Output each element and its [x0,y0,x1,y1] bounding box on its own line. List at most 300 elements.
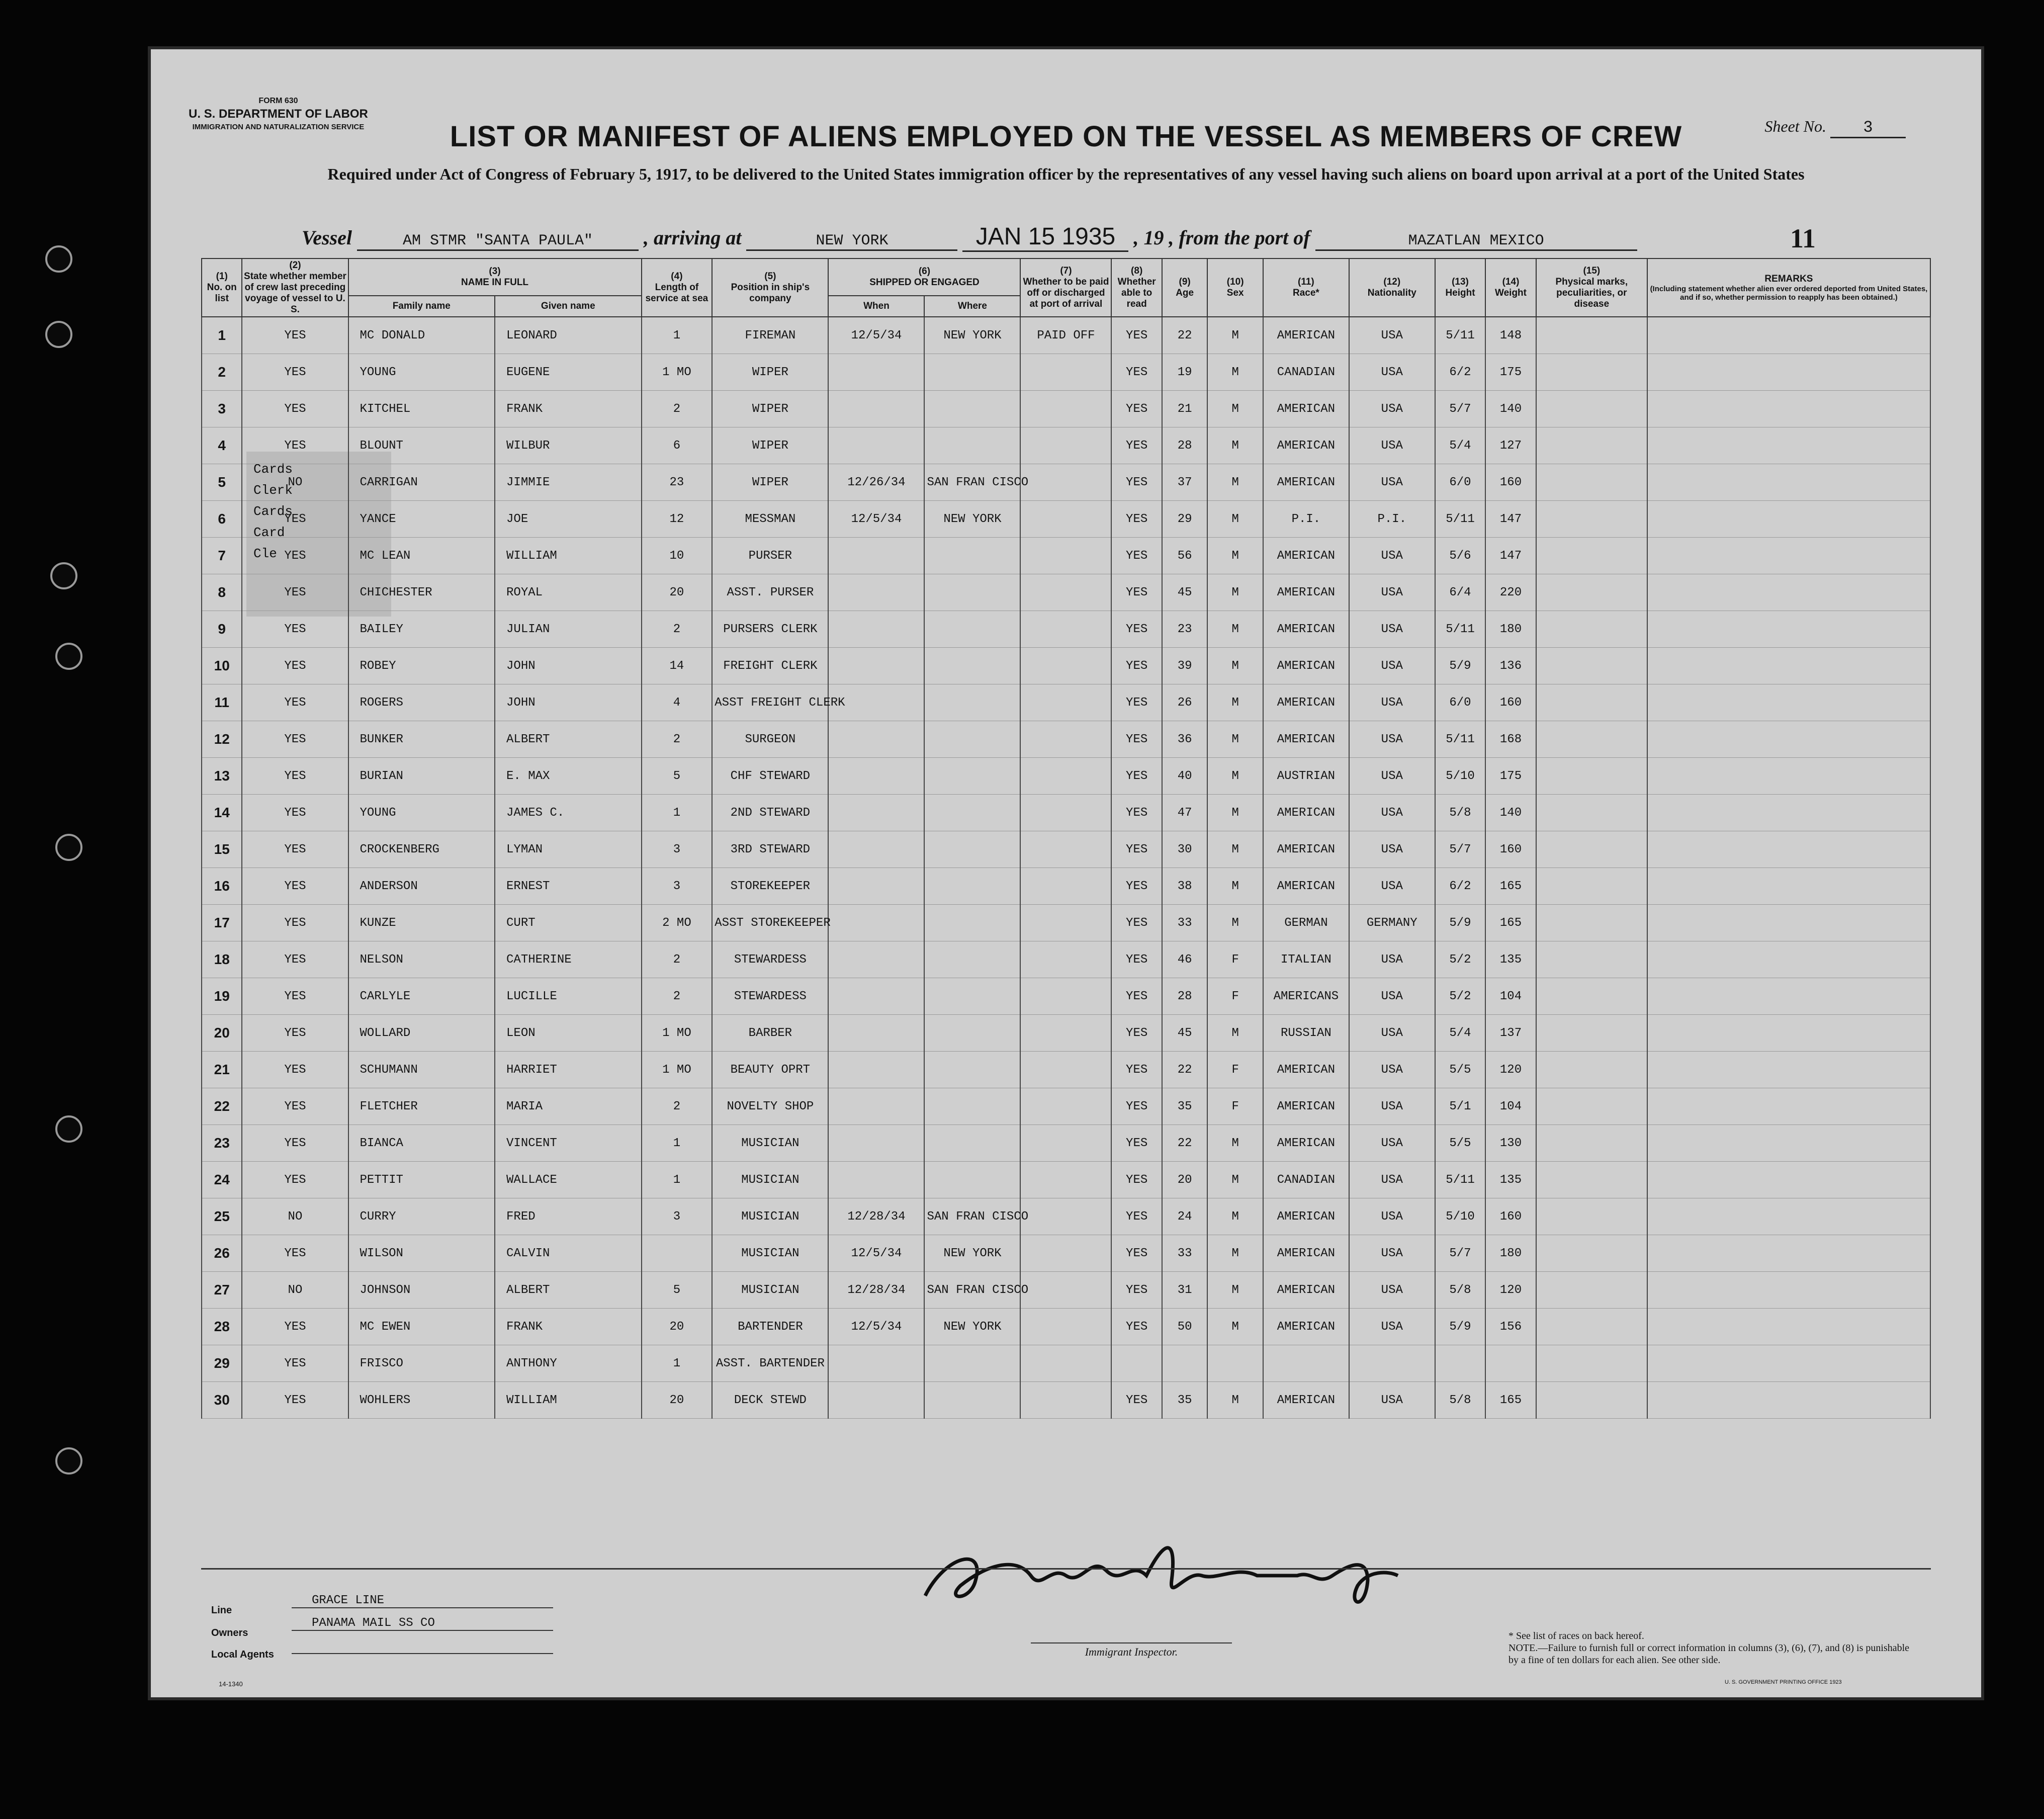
shipped-where-cell: SAN FRAN CISCO [924,464,1020,501]
previous-voyage-cell: YES [242,795,348,831]
shipped-when-cell: 12/5/34 [828,317,924,354]
race-cell: AMERICAN [1263,611,1349,648]
race-cell: ITALIAN [1263,941,1349,978]
physical-marks-cell [1536,721,1647,758]
shipped-where-cell [924,905,1020,941]
physical-marks-cell [1536,501,1647,538]
family-name-cell: WOHLERS [348,1382,495,1419]
weight-cell: 127 [1485,427,1536,464]
race-cell: AMERICANS [1263,978,1349,1015]
shipped-where-cell [924,574,1020,611]
race-cell: AMERICAN [1263,391,1349,427]
height-cell: 5/4 [1435,1015,1486,1052]
physical-marks-cell [1536,391,1647,427]
weight-cell: 120 [1485,1052,1536,1088]
nationality-cell: USA [1349,941,1435,978]
given-name-cell: EUGENE [495,354,642,391]
given-name-cell: CURT [495,905,642,941]
sex-cell: M [1207,648,1263,684]
able-to-read-cell: YES [1111,354,1162,391]
race-cell [1263,1345,1349,1382]
paid-off-cell [1020,464,1111,501]
family-name-cell: CARLYLE [348,978,495,1015]
table-row [202,501,1930,538]
agents-value [292,1639,553,1654]
weight-cell: 147 [1485,501,1536,538]
row-number-cell: 4 [202,427,242,464]
col-label: State whether member of crew last preceding voyage of vessel to U. S. [244,271,346,315]
given-name-cell: JIMMIE [495,464,642,501]
col-header-physical-marks [1536,258,1647,317]
family-name-cell: FRISCO [348,1345,495,1382]
col-label: Age [1176,288,1194,298]
height-cell: 5/8 [1435,1382,1486,1419]
shipped-where-cell [924,795,1020,831]
able-to-read-cell: YES [1111,1272,1162,1309]
race-cell: GERMAN [1263,905,1349,941]
able-to-read-cell: YES [1111,1125,1162,1162]
physical-marks-cell [1536,538,1647,574]
race-cell: AMERICAN [1263,648,1349,684]
position-cell: STOREKEEPER [712,868,828,905]
race-cell: AMERICAN [1263,427,1349,464]
service-length-cell: 2 [642,391,713,427]
family-name-cell: KUNZE [348,905,495,941]
height-cell: 5/11 [1435,501,1486,538]
service-length-cell: 3 [642,831,713,868]
height-cell: 5/7 [1435,1235,1486,1272]
col-label: Whether to be paid off or discharged at port of arrival [1023,277,1109,309]
remarks-cell [1647,354,1930,391]
position-cell: WIPER [712,391,828,427]
height-cell: 5/6 [1435,538,1486,574]
race-cell: AMERICAN [1263,464,1349,501]
previous-voyage-cell: YES [242,758,348,795]
age-cell: 36 [1162,721,1207,758]
weight-cell: 160 [1485,464,1536,501]
height-cell: 5/8 [1435,795,1486,831]
table-row [202,1015,1930,1052]
remarks-cell [1647,574,1930,611]
given-name-cell: CALVIN [495,1235,642,1272]
nationality-cell: USA [1349,391,1435,427]
col-header-age [1162,258,1207,317]
shipped-where-cell: NEW YORK [924,1309,1020,1345]
age-cell: 19 [1162,354,1207,391]
col-header-when: When [828,296,924,317]
position-cell: MUSICIAN [712,1162,828,1198]
age-cell: 37 [1162,464,1207,501]
row-number-cell: 13 [202,758,242,795]
vessel-name: AM STMR "SANTA PAULA" [357,232,639,251]
col-header-service [642,258,713,317]
age-cell: 23 [1162,611,1207,648]
table-row [202,648,1930,684]
previous-voyage-cell: YES [242,648,348,684]
service-length-cell: 23 [642,464,713,501]
remarks-cell [1647,1088,1930,1125]
inspector-label: Immigrant Inspector. [1031,1642,1232,1659]
weight-cell: 160 [1485,831,1536,868]
remarks-cell [1647,1162,1930,1198]
age-cell: 38 [1162,868,1207,905]
sex-cell: M [1207,684,1263,721]
paid-off-cell [1020,1162,1111,1198]
shipped-when-cell [828,941,924,978]
remarks-cell [1647,868,1930,905]
row-number-cell: 16 [202,868,242,905]
race-cell: AMERICAN [1263,1272,1349,1309]
weight-cell: 137 [1485,1015,1536,1052]
sex-cell: M [1207,354,1263,391]
previous-voyage-cell: YES [242,354,348,391]
form-footer [201,1568,1931,1688]
physical-marks-cell [1536,978,1647,1015]
given-name-cell: LEON [495,1015,642,1052]
sex-cell: M [1207,464,1263,501]
service-length-cell: 1 [642,1345,713,1382]
age-cell: 22 [1162,1125,1207,1162]
position-cell: MUSICIAN [712,1198,828,1235]
able-to-read-cell: YES [1111,868,1162,905]
age-cell: 33 [1162,905,1207,941]
service-length-cell: 2 [642,611,713,648]
position-cell: WIPER [712,427,828,464]
able-to-read-cell: YES [1111,905,1162,941]
shipped-when-cell [828,354,924,391]
age-cell: 45 [1162,1015,1207,1052]
height-cell: 5/2 [1435,941,1486,978]
able-to-read-cell: YES [1111,538,1162,574]
previous-voyage-cell: YES [242,1382,348,1419]
previous-voyage-cell: NO [242,1272,348,1309]
table-row [202,317,1930,354]
shipped-where-cell [924,648,1020,684]
age-cell: 22 [1162,1052,1207,1088]
position-cell: MUSICIAN [712,1235,828,1272]
position-cell: BARBER [712,1015,828,1052]
previous-voyage-cell: YES [242,978,348,1015]
col-label: No. on list [207,282,237,304]
paid-off-cell [1020,1272,1111,1309]
service-length-cell: 2 [642,721,713,758]
shipped-when-cell [828,905,924,941]
paid-off-cell [1020,391,1111,427]
race-cell: AMERICAN [1263,1235,1349,1272]
height-cell [1435,1345,1486,1382]
nationality-cell: USA [1349,978,1435,1015]
previous-voyage-cell: YES [242,831,348,868]
previous-voyage-cell: YES [242,868,348,905]
position-cell: FIREMAN [712,317,828,354]
given-name-cell: WILBUR [495,427,642,464]
row-number-cell: 5 [202,464,242,501]
age-cell: 21 [1162,391,1207,427]
race-cell: AMERICAN [1263,574,1349,611]
physical-marks-cell [1536,1015,1647,1052]
table-row [202,1088,1930,1125]
table-row [202,1272,1930,1309]
weight-cell: 140 [1485,795,1536,831]
height-cell: 5/9 [1435,648,1486,684]
col-header-where: Where [924,296,1020,317]
printer-imprint: U. S. GOVERNMENT PRINTING OFFICE 1923 [1725,1679,1842,1685]
sheet-number-value: 3 [1830,118,1906,138]
given-name-cell: WALLACE [495,1162,642,1198]
col-label: Whether able to read [1117,277,1156,309]
shipped-when-cell [828,391,924,427]
table-row [202,905,1930,941]
position-cell: ASST. PURSER [712,574,828,611]
remarks-cell [1647,538,1930,574]
previous-voyage-cell: YES [242,317,348,354]
race-cell: AMERICAN [1263,684,1349,721]
service-length-cell: 2 [642,941,713,978]
margin-stamp-line: Cards [253,462,293,477]
table-row [202,1235,1930,1272]
col-num: (9) [1179,277,1191,287]
previous-voyage-cell: YES [242,427,348,464]
col-num: (11) [1298,277,1314,287]
remarks-cell [1647,1052,1930,1088]
shipped-when-cell [828,978,924,1015]
row-number-cell: 10 [202,648,242,684]
able-to-read-cell: YES [1111,317,1162,354]
physical-marks-cell [1536,684,1647,721]
departure-port: MAZATLAN MEXICO [1315,232,1637,251]
age-cell [1162,1345,1207,1382]
row-number-cell: 9 [202,611,242,648]
col-header-prev-voyage [242,258,348,317]
previous-voyage-cell: YES [242,1235,348,1272]
nationality-cell: USA [1349,1309,1435,1345]
physical-marks-cell [1536,941,1647,978]
shipped-where-cell [924,1052,1020,1088]
table-row [202,391,1930,427]
table-row [202,574,1930,611]
age-cell: 40 [1162,758,1207,795]
vessel-label: Vessel [302,226,352,249]
shipped-when-cell [828,795,924,831]
remarks-cell [1647,978,1930,1015]
previous-voyage-cell: NO [242,464,348,501]
nationality-cell: USA [1349,1198,1435,1235]
service-length-cell: 10 [642,538,713,574]
remarks-cell [1647,721,1930,758]
service-length-cell: 1 [642,317,713,354]
shipped-when-cell [828,611,924,648]
margin-stamp-line: Clerk [253,483,293,498]
col-header-remarks [1647,258,1930,317]
col-label: Weight [1495,288,1527,298]
height-cell: 5/8 [1435,1272,1486,1309]
sex-cell: M [1207,758,1263,795]
col-header-no [202,258,242,317]
physical-marks-cell [1536,611,1647,648]
physical-marks-cell [1536,831,1647,868]
race-cell: AMERICAN [1263,721,1349,758]
remarks-cell [1647,831,1930,868]
family-name-cell: KITCHEL [348,391,495,427]
nationality-cell: USA [1349,1125,1435,1162]
position-cell: FREIGHT CLERK [712,648,828,684]
shipped-when-cell [828,1345,924,1382]
position-cell: MESSMAN [712,501,828,538]
service-length-cell: 3 [642,868,713,905]
remarks-cell [1647,317,1930,354]
weight-cell: 175 [1485,758,1536,795]
paid-off-cell [1020,1345,1111,1382]
col-num: (10) [1226,277,1244,287]
nationality-cell: USA [1349,868,1435,905]
family-name-cell: BURIAN [348,758,495,795]
height-cell: 5/5 [1435,1052,1486,1088]
nationality-cell: USA [1349,1015,1435,1052]
age-cell: 29 [1162,501,1207,538]
service-length-cell [642,1235,713,1272]
col-num: (12) [1383,277,1401,287]
given-name-cell: FRANK [495,1309,642,1345]
age-cell: 24 [1162,1198,1207,1235]
table-row [202,941,1930,978]
nationality-cell: USA [1349,354,1435,391]
family-name-cell: YOUNG [348,354,495,391]
table-row [202,795,1930,831]
fine-note: NOTE.—Failure to furnish full or correct information in columns (3), (6), (7), and (8) is punishable by a fine of ten dollars for each alien. See other side. [1508,1642,1910,1666]
sex-cell: M [1207,611,1263,648]
height-cell: 6/4 [1435,574,1486,611]
remarks-cell [1647,795,1930,831]
previous-voyage-cell: YES [242,941,348,978]
paid-off-cell [1020,354,1111,391]
height-cell: 5/11 [1435,611,1486,648]
remarks-cell [1647,1382,1930,1419]
sex-cell: F [1207,978,1263,1015]
arrival-port: NEW YORK [746,232,957,251]
weight-cell: 168 [1485,721,1536,758]
weight-cell: 104 [1485,1088,1536,1125]
col-header-nationality [1349,258,1435,317]
nationality-cell: USA [1349,648,1435,684]
table-row [202,1309,1930,1345]
paid-off-cell [1020,978,1111,1015]
shipped-when-cell [828,1052,924,1088]
weight-cell: 180 [1485,611,1536,648]
age-cell: 56 [1162,538,1207,574]
weight-cell: 180 [1485,1235,1536,1272]
race-cell: AMERICAN [1263,868,1349,905]
shipped-where-cell [924,978,1020,1015]
owners-label: Owners [211,1627,248,1638]
shipped-where-cell [924,1088,1020,1125]
col-label: SHIPPED OR ENGAGED [869,277,980,288]
handwritten-number: 11 [1790,223,1816,253]
position-cell: PURSERS CLERK [712,611,828,648]
col-num: (14) [1502,277,1520,287]
age-cell: 20 [1162,1162,1207,1198]
shipped-when-cell [828,1382,924,1419]
sex-cell: M [1207,1235,1263,1272]
line-label: Line [211,1605,232,1616]
weight-cell: 136 [1485,648,1536,684]
form-code: 14-1340 [219,1680,243,1688]
family-name-cell: PETTIT [348,1162,495,1198]
shipped-when-cell: 12/5/34 [828,1309,924,1345]
col-num: (5) [764,271,776,282]
family-name-cell: BUNKER [348,721,495,758]
physical-marks-cell [1536,354,1647,391]
col-header-shipped [828,258,1020,296]
family-name-cell: YANCE [348,501,495,538]
physical-marks-cell [1536,1345,1647,1382]
able-to-read-cell: YES [1111,721,1162,758]
shipped-when-cell [828,1088,924,1125]
shipped-where-cell [924,1345,1020,1382]
previous-voyage-cell: YES [242,1345,348,1382]
sex-cell: M [1207,1015,1263,1052]
races-note: * See list of races on back hereof. [1508,1630,1644,1641]
weight-cell: 175 [1485,354,1536,391]
remarks-cell [1647,501,1930,538]
col-num: (15) [1583,266,1601,276]
col-num: (7) [1060,266,1072,276]
age-cell: 30 [1162,831,1207,868]
physical-marks-cell [1536,1125,1647,1162]
nationality-cell: USA [1349,427,1435,464]
form-number: FORM 630 [258,97,298,105]
weight-cell: 130 [1485,1125,1536,1162]
age-cell: 46 [1162,941,1207,978]
service-length-cell: 2 MO [642,905,713,941]
sex-cell: M [1207,538,1263,574]
able-to-read-cell: YES [1111,1088,1162,1125]
physical-marks-cell [1536,1162,1647,1198]
row-number-cell: 7 [202,538,242,574]
position-cell: 2ND STEWARD [712,795,828,831]
col-header-read [1111,258,1162,317]
col-label: Race* [1292,288,1319,298]
sex-cell: M [1207,1309,1263,1345]
shipped-where-cell: NEW YORK [924,501,1020,538]
given-name-cell: MARIA [495,1088,642,1125]
race-cell: AMERICAN [1263,1125,1349,1162]
previous-voyage-cell: NO [242,1198,348,1235]
table-row [202,684,1930,721]
race-cell: CANADIAN [1263,354,1349,391]
remarks-cell [1647,1125,1930,1162]
nationality-cell: USA [1349,1382,1435,1419]
form-title: LIST OR MANIFEST OF ALIENS EMPLOYED ON THE VESSEL AS MEMBERS OF CREW [450,120,1682,153]
remarks-cell [1647,758,1930,795]
sex-cell: M [1207,574,1263,611]
row-number-cell: 23 [202,1125,242,1162]
sex-cell: M [1207,1125,1263,1162]
table-row [202,831,1930,868]
sheet-number [1764,117,1906,138]
age-cell: 28 [1162,427,1207,464]
service-length-cell: 14 [642,648,713,684]
col-header-name [348,258,642,296]
weight-cell: 156 [1485,1309,1536,1345]
service-length-cell: 5 [642,758,713,795]
service-length-cell: 5 [642,1272,713,1309]
remarks-cell [1647,1272,1930,1309]
paid-off-cell [1020,1198,1111,1235]
col-header-height [1435,258,1486,317]
given-name-cell: HARRIET [495,1052,642,1088]
shipped-when-cell: 12/28/34 [828,1272,924,1309]
form-subtitle: Required under Act of Congress of February 5, 1917, to be delivered to the United States immigration officer by the representatives of any vessel having such aliens on board upon arrival at a port of the United States [327,165,1805,183]
